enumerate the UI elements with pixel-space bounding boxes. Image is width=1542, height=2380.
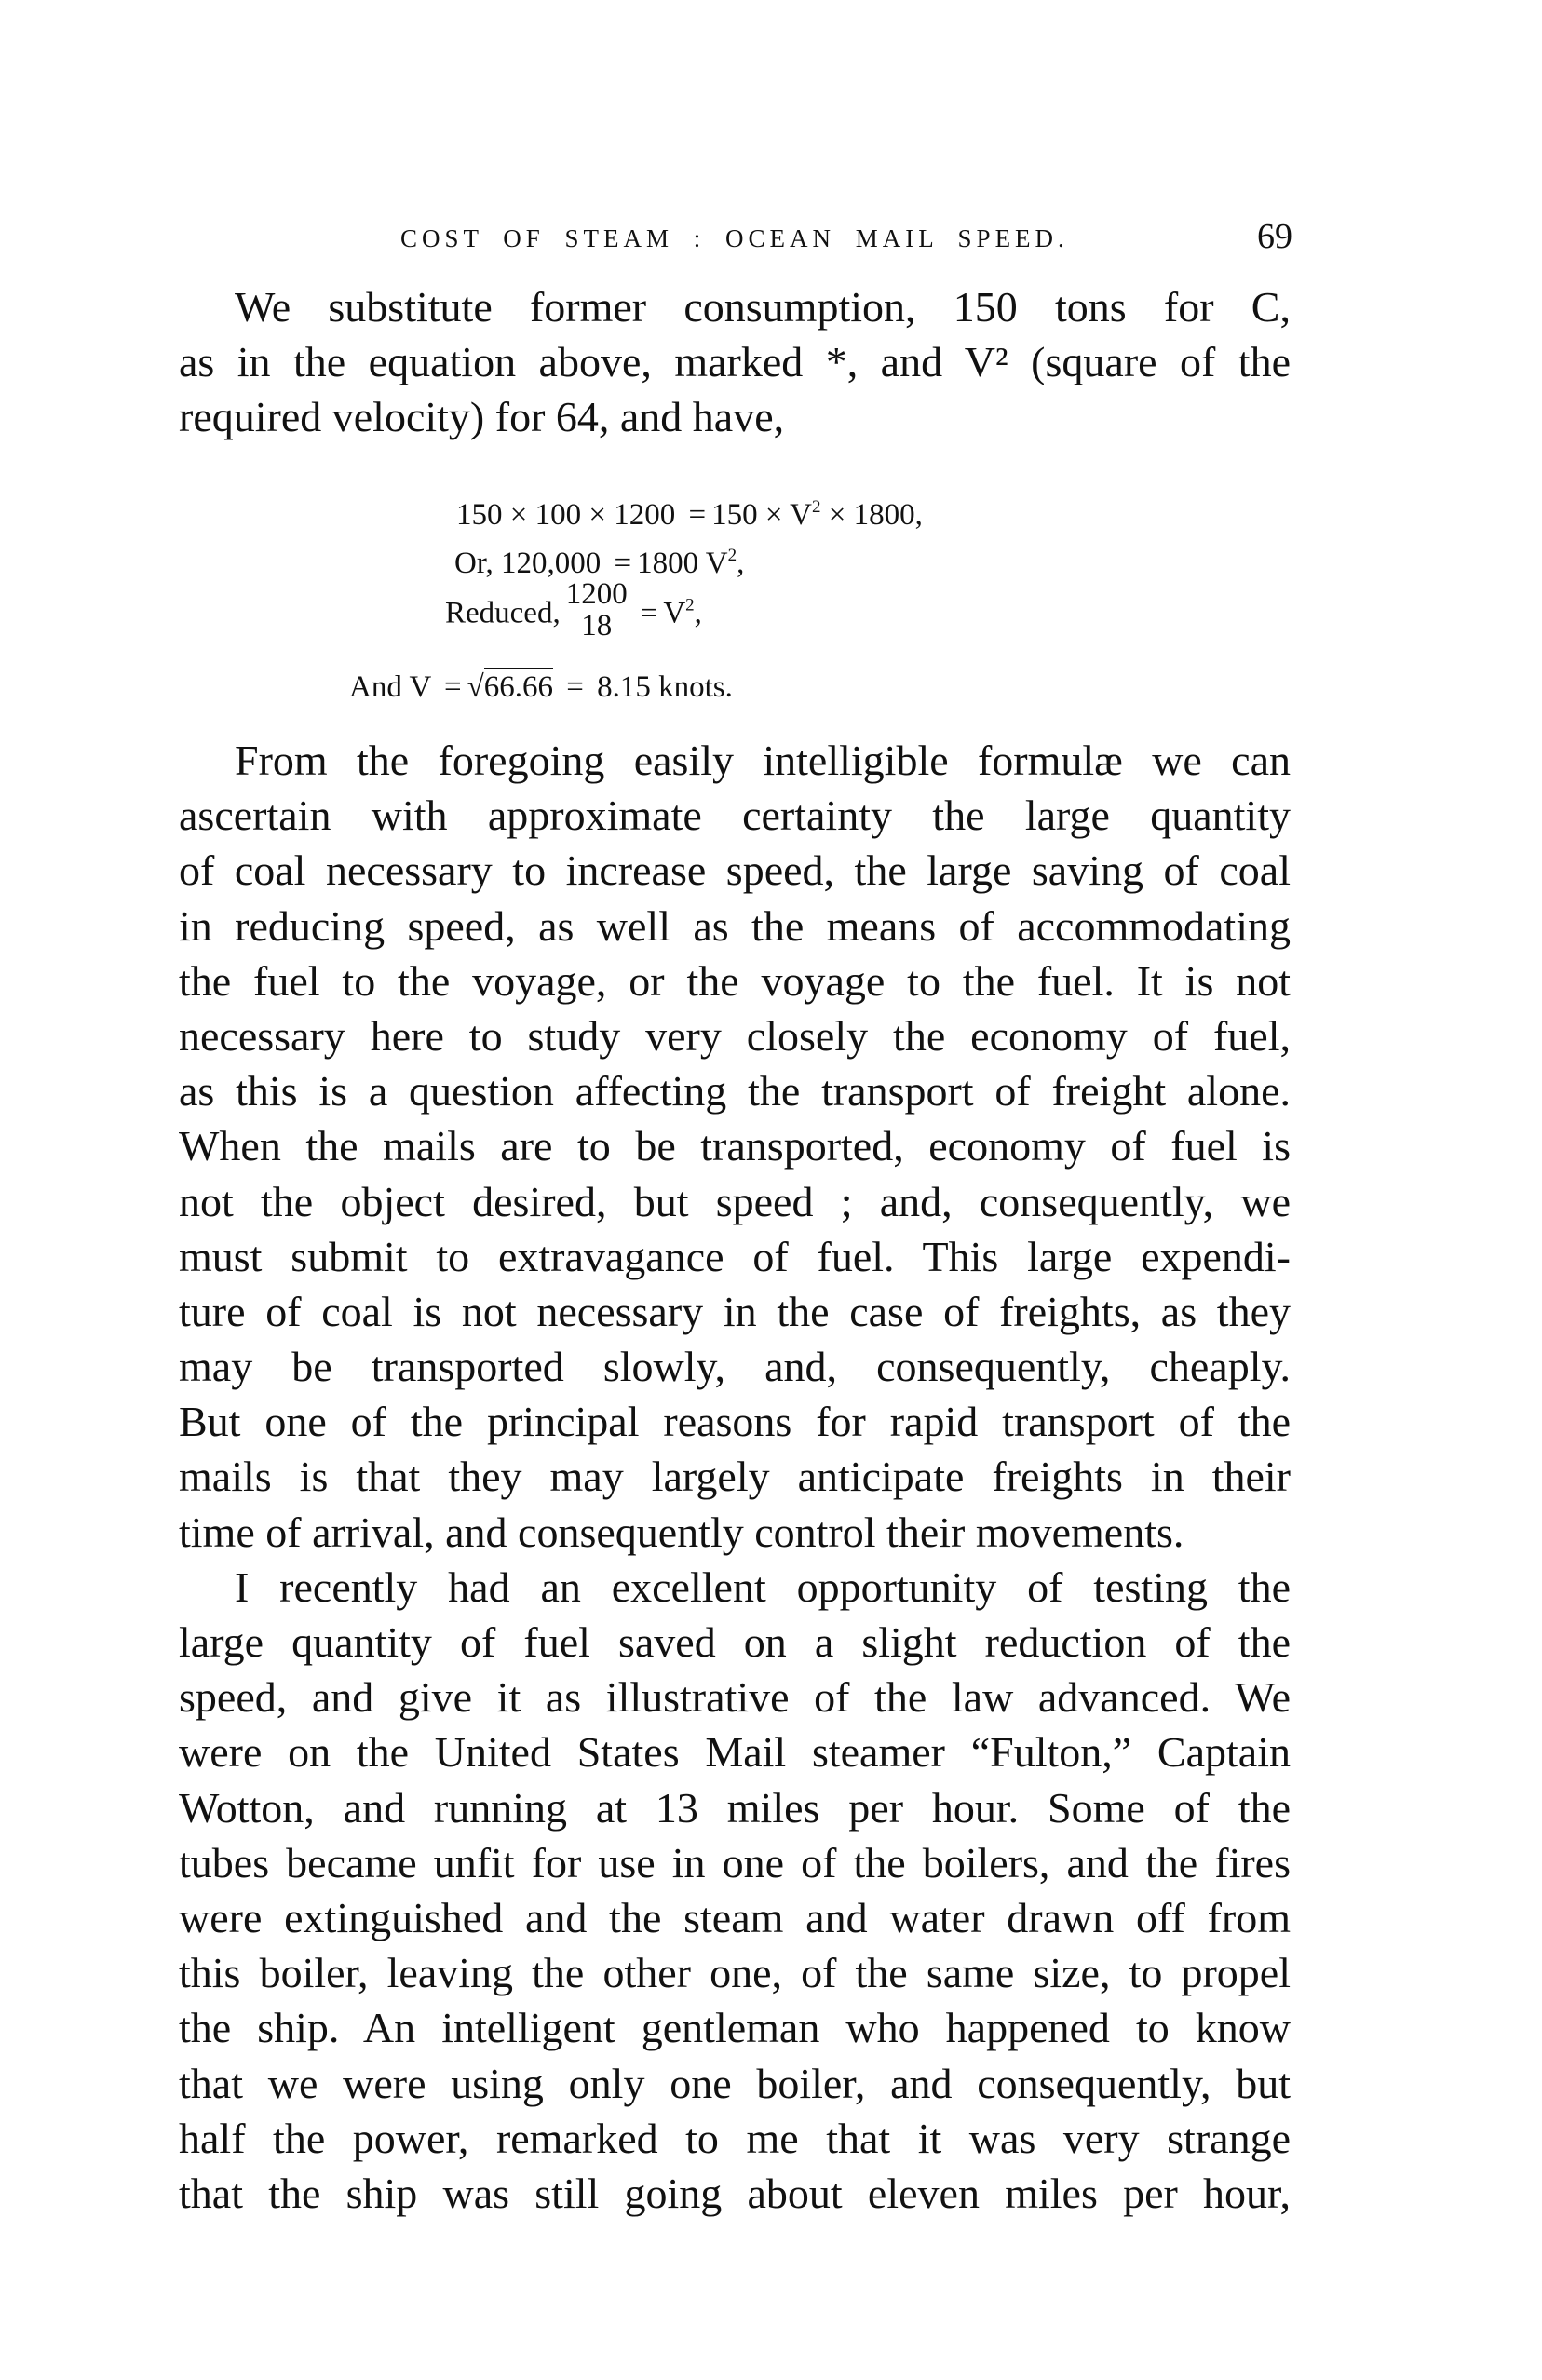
- equals-sign: =: [640, 596, 658, 630]
- paragraph: [179, 733, 1291, 1560]
- radicand: 66.66: [484, 668, 553, 704]
- equation-result: 8.15 knots.: [597, 670, 733, 704]
- exponent: 2: [727, 546, 737, 565]
- text-line: ascertain with approximate certainty the large quantity: [179, 791, 1291, 840]
- text-line: We substitute former consumption, 150 tons for C,: [235, 283, 1291, 331]
- text-line: From the foregoing easily intelligible formulæ we can: [235, 737, 1291, 784]
- paragraph: [179, 1560, 1291, 2221]
- text-line: mails is that they may largely anticipate freights in their: [179, 1453, 1291, 1501]
- running-title: COST OF STEAM : OCEAN MAIL SPEED.: [400, 224, 1069, 252]
- text-line: required velocity) for 64, and have,: [179, 393, 785, 441]
- equation-label: And V: [349, 670, 431, 704]
- radical-sign: √: [467, 670, 484, 704]
- text-line: that we were using only one boiler, and consequently, but: [179, 2059, 1291, 2107]
- equation-rhs: 1800 V: [637, 547, 728, 580]
- equation-rhs: 150 × V: [711, 498, 812, 532]
- text-line: I recently had an excellent opportunity of testing the: [235, 1562, 1291, 1611]
- text-line: large quantity of fuel saved on a slight reduction of the: [179, 1618, 1291, 1666]
- equation-line-4: [349, 669, 733, 706]
- equation-line-1: [456, 496, 923, 534]
- equals-sign: =: [443, 670, 462, 704]
- intro-paragraph: [179, 279, 1291, 445]
- text-line: as in the equation above, marked *, and V² (square of the: [179, 338, 1291, 386]
- text-line: as this is a question affecting the transport of freight alone.: [179, 1067, 1291, 1116]
- text-line: not the object desired, but speed ; and, consequently, we: [179, 1177, 1291, 1225]
- text-line: half the power, remarked to me that it was very strange: [179, 2114, 1291, 2162]
- text-line: Wotton, and running at 13 miles per hour. Some of the: [179, 1783, 1291, 1832]
- text-line: tubes became unfit for use in one of the boilers, and the fires: [179, 1838, 1291, 1886]
- text-line: were extinguished and the steam and water drawn off from: [179, 1893, 1291, 1941]
- fraction-denominator: 18: [581, 609, 613, 642]
- equation-rhs-tail: ,: [694, 596, 702, 630]
- equation-lhs: Or, 120,000: [454, 547, 602, 580]
- text-line: that the ship was still going about eleven miles per hour,: [179, 2169, 1291, 2217]
- running-head: [400, 217, 1292, 266]
- text-line: of coal necessary to increase speed, the large saving of coal: [179, 846, 1291, 895]
- text-line: this boiler, leaving the other one, of the same size, to propel: [179, 1949, 1291, 1997]
- text-line: But one of the principal reasons for rapid transport of the: [179, 1398, 1291, 1446]
- text-line: were on the United States Mail steamer “Fulton,” Captain: [179, 1728, 1291, 1777]
- text-line: may be transported slowly, and, consequently, cheaply.: [179, 1343, 1291, 1391]
- equation-line-3: [445, 577, 702, 658]
- text-line: the fuel to the voyage, or the voyage to the fuel. It is not: [179, 956, 1291, 1005]
- exponent: 2: [685, 595, 695, 615]
- text-line: must submit to extravagance of fuel. This large expendi-: [179, 1232, 1291, 1280]
- body-paragraphs: [179, 733, 1291, 2221]
- text-line: in reducing speed, as well as the means of accommodating: [179, 901, 1291, 950]
- equation-lhs: 150 × 100 × 1200: [456, 498, 676, 532]
- page-number: 69: [1257, 217, 1292, 256]
- equation-rhs-tail: ,: [737, 547, 745, 580]
- fraction: [566, 578, 628, 642]
- equals-sign: =: [688, 498, 707, 532]
- text-line: ture of coal is not necessary in the case of freights, as they: [179, 1287, 1291, 1335]
- equals-sign: =: [614, 547, 632, 580]
- text-line: necessary here to study very closely the economy of fuel,: [179, 1011, 1291, 1060]
- equals-sign: =: [566, 670, 584, 704]
- equation-rhs-tail: × 1800,: [820, 498, 923, 532]
- equation-rhs: V: [663, 596, 686, 630]
- text-line: time of arrival, and consequently control their movements.: [179, 1508, 1184, 1556]
- text-line: When the mails are to be transported, economy of fuel is: [179, 1122, 1291, 1170]
- equation-line-2: [454, 545, 744, 582]
- fraction-numerator: 1200: [565, 577, 628, 611]
- text-line: speed, and give it as illustrative of the law advanced. We: [179, 1673, 1291, 1722]
- text-line: the ship. An intelligent gentleman who happened to know: [179, 2004, 1291, 2052]
- equation-label: Reduced,: [445, 596, 561, 630]
- exponent: 2: [811, 497, 821, 517]
